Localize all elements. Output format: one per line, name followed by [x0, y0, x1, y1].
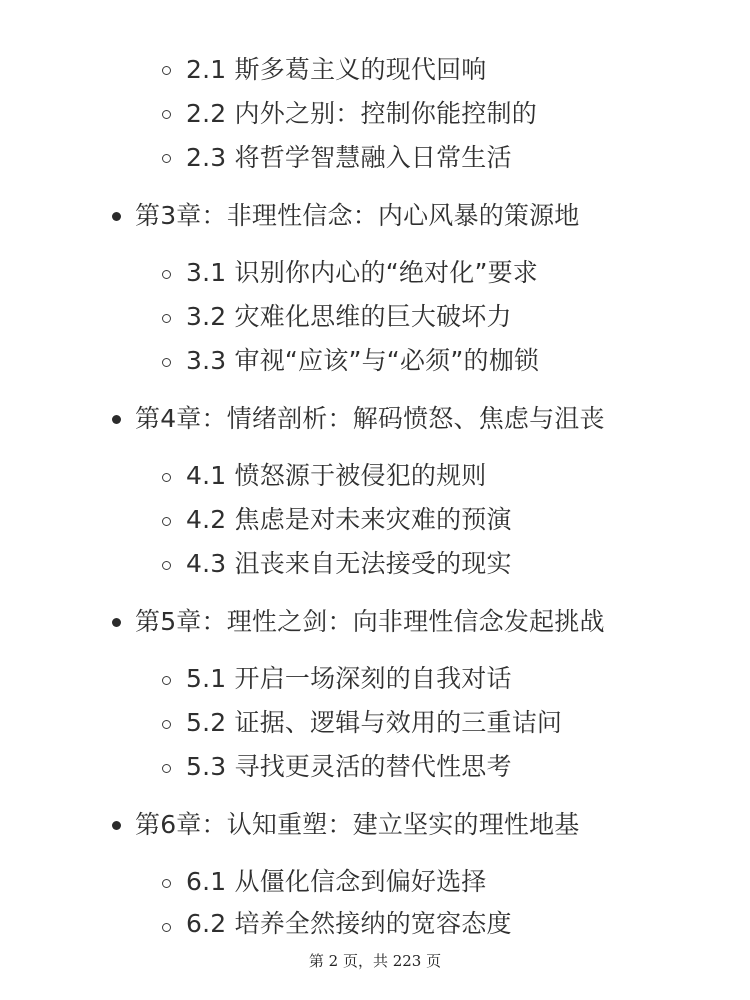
toc-chapter: 第3章：非理性信念：内心风暴的策源地 — [135, 201, 580, 230]
hollow-bullet-icon — [162, 561, 171, 570]
toc-subsection: 4.3 沮丧来自无法接受的现实 — [186, 549, 512, 578]
hollow-bullet-icon — [162, 154, 171, 163]
toc-subsection: 3.1 识别你内心的“绝对化”要求 — [186, 258, 539, 287]
hollow-bullet-icon — [162, 270, 171, 279]
hollow-bullet-icon — [162, 314, 171, 323]
solid-bullet-icon — [112, 212, 121, 221]
solid-bullet-icon — [112, 618, 121, 627]
toc-subsection: 5.1 开启一场深刻的自我对话 — [186, 664, 512, 693]
page-number: 第 2 页，共 223 页 — [308, 952, 442, 970]
hollow-bullet-icon — [162, 676, 171, 685]
hollow-bullet-icon — [162, 923, 171, 932]
toc-subsection: 6.1 从僵化信念到偏好选择 — [186, 867, 487, 896]
hollow-bullet-icon — [162, 517, 171, 526]
toc-subsection: 2.3 将哲学智慧融入日常生活 — [186, 143, 512, 172]
solid-bullet-icon — [112, 415, 121, 424]
hollow-bullet-icon — [162, 720, 171, 729]
hollow-bullet-icon — [162, 66, 171, 75]
toc-subsection: 3.3 审视“应该”与“必须”的枷锁 — [186, 346, 540, 375]
hollow-bullet-icon — [162, 110, 171, 119]
hollow-bullet-icon — [162, 764, 171, 773]
toc-subsection: 4.2 焦虑是对未来灾难的预演 — [186, 505, 512, 534]
toc-subsection: 3.2 灾难化思维的巨大破坏力 — [186, 302, 512, 331]
toc-subsection: 2.2 内外之别：控制你能控制的 — [186, 99, 537, 128]
toc-chapter: 第5章：理性之剑：向非理性信念发起挑战 — [135, 607, 605, 636]
hollow-bullet-icon — [162, 358, 171, 367]
toc-subsection: 4.1 愤怒源于被侵犯的规则 — [186, 461, 487, 490]
toc-subsection: 6.2 培养全然接纳的宽容态度 — [186, 909, 512, 938]
toc-chapter: 第6章：认知重塑：建立坚实的理性地基 — [135, 810, 580, 839]
hollow-bullet-icon — [162, 879, 171, 888]
toc-subsection: 2.1 斯多葛主义的现代回响 — [186, 55, 487, 84]
toc-chapter: 第4章：情绪剖析：解码愤怒、焦虑与沮丧 — [135, 404, 605, 433]
solid-bullet-icon — [112, 821, 121, 830]
hollow-bullet-icon — [162, 473, 171, 482]
toc-subsection: 5.3 寻找更灵活的替代性思考 — [186, 752, 512, 781]
toc-subsection: 5.2 证据、逻辑与效用的三重诘问 — [186, 708, 563, 737]
